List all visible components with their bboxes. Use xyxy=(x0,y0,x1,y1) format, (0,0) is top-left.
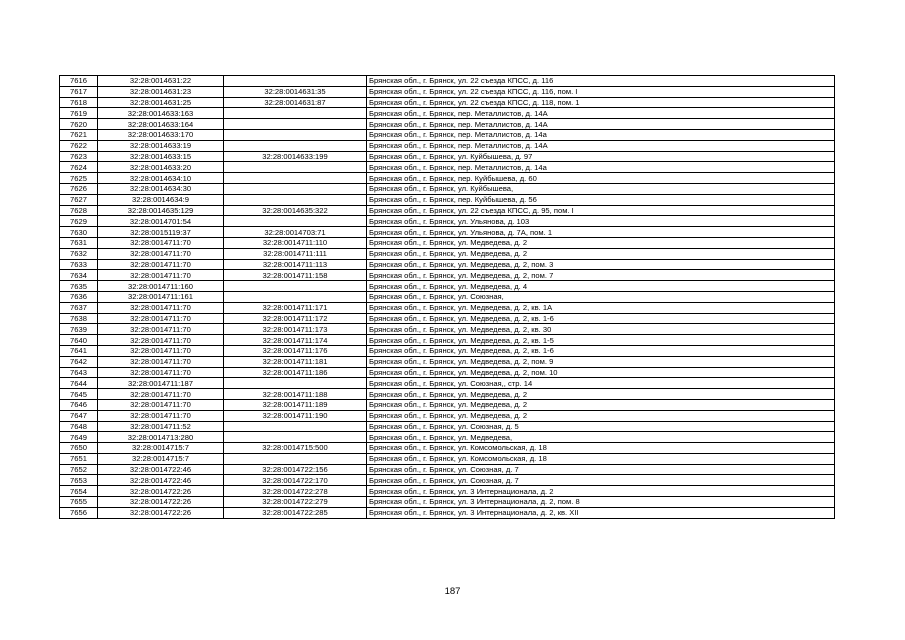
address-cell: Брянская обл., г. Брянск, пер. Металлистов, д. 14А xyxy=(367,119,835,130)
table-row xyxy=(60,183,835,194)
cadastral-number-cell: 32:28:0014633:164 xyxy=(98,119,224,130)
row-number-cell: 7646 xyxy=(60,399,98,410)
table-row xyxy=(60,313,835,324)
row-number-cell: 7627 xyxy=(60,194,98,205)
object-cadastral-number-cell: 32:28:0014631:87 xyxy=(224,97,367,108)
object-cadastral-number-cell xyxy=(224,162,367,173)
cadastral-number-cell: 32:28:0014715:7 xyxy=(98,453,224,464)
address-cell: Брянская обл., г. Брянск, ул. Ульянова, д. 7А, пом. 1 xyxy=(367,227,835,238)
table-row xyxy=(60,237,835,248)
table-row xyxy=(60,486,835,497)
row-number-cell: 7616 xyxy=(60,76,98,87)
table-row xyxy=(60,173,835,184)
row-number-cell: 7655 xyxy=(60,497,98,508)
object-cadastral-number-cell: 32:28:0014711:173 xyxy=(224,324,367,335)
object-cadastral-number-cell: 32:28:0014715:500 xyxy=(224,443,367,454)
row-number-cell: 7630 xyxy=(60,227,98,238)
row-number-cell: 7639 xyxy=(60,324,98,335)
cadastral-number-cell: 32:28:0014633:170 xyxy=(98,129,224,140)
cadastral-number-cell: 32:28:0014722:46 xyxy=(98,475,224,486)
address-cell: Брянская обл., г. Брянск, ул. 22 съезда КПСС, д. 116 xyxy=(367,76,835,87)
table-row xyxy=(60,151,835,162)
object-cadastral-number-cell: 32:28:0014711:186 xyxy=(224,367,367,378)
table-row xyxy=(60,86,835,97)
row-number-cell: 7640 xyxy=(60,335,98,346)
property-table xyxy=(59,75,835,519)
object-cadastral-number-cell xyxy=(224,421,367,432)
row-number-cell: 7623 xyxy=(60,151,98,162)
cadastral-number-cell: 32:28:0014722:26 xyxy=(98,497,224,508)
table-row xyxy=(60,410,835,421)
object-cadastral-number-cell: 32:28:0014703:71 xyxy=(224,227,367,238)
object-cadastral-number-cell: 32:28:0014711:158 xyxy=(224,270,367,281)
row-number-cell: 7643 xyxy=(60,367,98,378)
address-cell: Брянская обл., г. Брянск, ул. Куйбышева, д. 97 xyxy=(367,151,835,162)
object-cadastral-number-cell xyxy=(224,453,367,464)
object-cadastral-number-cell: 32:28:0014711:171 xyxy=(224,302,367,313)
address-cell: Брянская обл., г. Брянск, ул. Союзная, д. 5 xyxy=(367,421,835,432)
object-cadastral-number-cell xyxy=(224,216,367,227)
address-cell: Брянская обл., г. Брянск, ул. Медведева, xyxy=(367,432,835,443)
address-cell: Брянская обл., г. Брянск, ул. 22 съезда КПСС, д. 95, пом. I xyxy=(367,205,835,216)
table-row xyxy=(60,464,835,475)
table-row xyxy=(60,324,835,335)
row-number-cell: 7654 xyxy=(60,486,98,497)
cadastral-number-cell: 32:28:0014631:22 xyxy=(98,76,224,87)
row-number-cell: 7632 xyxy=(60,248,98,259)
object-cadastral-number-cell: 32:28:0014722:279 xyxy=(224,497,367,508)
table-row xyxy=(60,302,835,313)
table-row xyxy=(60,205,835,216)
address-cell: Брянская обл., г. Брянск, ул. Союзная, д. 7 xyxy=(367,464,835,475)
address-cell: Брянская обл., г. Брянск, ул. Медведева, д. 2, кв. 1-6 xyxy=(367,313,835,324)
cadastral-number-cell: 32:28:0014711:70 xyxy=(98,237,224,248)
table-row xyxy=(60,140,835,151)
row-number-cell: 7619 xyxy=(60,108,98,119)
object-cadastral-number-cell xyxy=(224,76,367,87)
table-row xyxy=(60,432,835,443)
object-cadastral-number-cell: 32:28:0014722:278 xyxy=(224,486,367,497)
cadastral-number-cell: 32:28:0014713:280 xyxy=(98,432,224,443)
address-cell: Брянская обл., г. Брянск, пер. Куйбышева, д. 60 xyxy=(367,173,835,184)
object-cadastral-number-cell: 32:28:0014711:111 xyxy=(224,248,367,259)
address-cell: Брянская обл., г. Брянск, пер. Металлистов, д. 14а xyxy=(367,129,835,140)
row-number-cell: 7635 xyxy=(60,281,98,292)
address-cell: Брянская обл., г. Брянск, ул. 22 съезда КПСС, д. 116, пом. I xyxy=(367,86,835,97)
address-cell: Брянская обл., г. Брянск, пер. Куйбышева, д. 56 xyxy=(367,194,835,205)
cadastral-number-cell: 32:28:0014634:9 xyxy=(98,194,224,205)
table-row xyxy=(60,421,835,432)
address-cell: Брянская обл., г. Брянск, ул. Медведева, д. 2, кв. 1-5 xyxy=(367,335,835,346)
object-cadastral-number-cell: 32:28:0014633:199 xyxy=(224,151,367,162)
object-cadastral-number-cell: 32:28:0014711:190 xyxy=(224,410,367,421)
object-cadastral-number-cell: 32:28:0014711:172 xyxy=(224,313,367,324)
row-number-cell: 7618 xyxy=(60,97,98,108)
row-number-cell: 7638 xyxy=(60,313,98,324)
address-cell: Брянская обл., г. Брянск, ул. Медведева, д. 2 xyxy=(367,237,835,248)
row-number-cell: 7653 xyxy=(60,475,98,486)
cadastral-number-cell: 32:28:0014711:70 xyxy=(98,367,224,378)
address-cell: Брянская обл., г. Брянск, ул. Медведева, д. 2, кв. 1А xyxy=(367,302,835,313)
table-row xyxy=(60,291,835,302)
address-cell: Брянская обл., г. Брянск, ул. Медведева, д. 2, пом. 9 xyxy=(367,356,835,367)
table-row xyxy=(60,399,835,410)
address-cell: Брянская обл., г. Брянск, ул. Союзная, д. 7 xyxy=(367,475,835,486)
address-cell: Брянская обл., г. Брянск, ул. 3 Интернационала, д. 2 xyxy=(367,486,835,497)
cadastral-number-cell: 32:28:0014631:23 xyxy=(98,86,224,97)
address-cell: Брянская обл., г. Брянск, ул. Медведева, д. 2 xyxy=(367,248,835,259)
address-cell: Брянская обл., г. Брянск, ул. Союзная,, стр. 14 xyxy=(367,378,835,389)
row-number-cell: 7624 xyxy=(60,162,98,173)
cadastral-number-cell: 32:28:0014633:19 xyxy=(98,140,224,151)
address-cell: Брянская обл., г. Брянск, ул. Комсомольская, д. 18 xyxy=(367,443,835,454)
cadastral-number-cell: 32:28:0014635:129 xyxy=(98,205,224,216)
cadastral-number-cell: 32:28:0014722:26 xyxy=(98,507,224,518)
object-cadastral-number-cell xyxy=(224,119,367,130)
table-row xyxy=(60,389,835,400)
row-number-cell: 7626 xyxy=(60,183,98,194)
cadastral-number-cell: 32:28:0014634:30 xyxy=(98,183,224,194)
row-number-cell: 7622 xyxy=(60,140,98,151)
object-cadastral-number-cell: 32:28:0014722:156 xyxy=(224,464,367,475)
row-number-cell: 7648 xyxy=(60,421,98,432)
address-cell: Брянская обл., г. Брянск, ул. Комсомольская, д. 18 xyxy=(367,453,835,464)
object-cadastral-number-cell: 32:28:0014711:181 xyxy=(224,356,367,367)
cadastral-number-cell: 32:28:0014631:25 xyxy=(98,97,224,108)
cadastral-number-cell: 32:28:0014633:20 xyxy=(98,162,224,173)
table-row xyxy=(60,119,835,130)
table-row xyxy=(60,259,835,270)
object-cadastral-number-cell xyxy=(224,378,367,389)
row-number-cell: 7652 xyxy=(60,464,98,475)
cadastral-number-cell: 32:28:0014711:160 xyxy=(98,281,224,292)
object-cadastral-number-cell: 32:28:0014711:113 xyxy=(224,259,367,270)
cadastral-number-cell: 32:28:0014633:163 xyxy=(98,108,224,119)
table-row xyxy=(60,443,835,454)
cadastral-number-cell: 32:28:0014711:70 xyxy=(98,410,224,421)
row-number-cell: 7649 xyxy=(60,432,98,443)
cadastral-number-cell: 32:28:0014722:46 xyxy=(98,464,224,475)
row-number-cell: 7631 xyxy=(60,237,98,248)
table-row xyxy=(60,129,835,140)
address-cell: Брянская обл., г. Брянск, ул. Медведева, д. 2, пом. 7 xyxy=(367,270,835,281)
address-cell: Брянская обл., г. Брянск, ул. Медведева, д. 2, кв. 30 xyxy=(367,324,835,335)
cadastral-number-cell: 32:28:0014715:7 xyxy=(98,443,224,454)
cadastral-number-cell: 32:28:0014711:70 xyxy=(98,399,224,410)
table-body xyxy=(60,76,835,519)
object-cadastral-number-cell: 32:28:0014722:170 xyxy=(224,475,367,486)
table-row xyxy=(60,216,835,227)
address-cell: Брянская обл., г. Брянск, ул. 3 Интернационала, д. 2, кв. XII xyxy=(367,507,835,518)
table-row xyxy=(60,497,835,508)
object-cadastral-number-cell: 32:28:0014631:35 xyxy=(224,86,367,97)
cadastral-number-cell: 32:28:0014711:70 xyxy=(98,270,224,281)
page-number: 187 xyxy=(444,586,461,597)
table-row xyxy=(60,507,835,518)
address-cell: Брянская обл., г. Брянск, ул. Медведева, д. 4 xyxy=(367,281,835,292)
object-cadastral-number-cell: 32:28:0014711:176 xyxy=(224,345,367,356)
address-cell: Брянская обл., г. Брянск, ул. Медведева, д. 2, пом. 10 xyxy=(367,367,835,378)
object-cadastral-number-cell xyxy=(224,432,367,443)
table-row xyxy=(60,162,835,173)
table-row xyxy=(60,227,835,238)
cadastral-number-cell: 32:28:0014711:70 xyxy=(98,389,224,400)
object-cadastral-number-cell: 32:28:0014711:174 xyxy=(224,335,367,346)
cadastral-number-cell: 32:28:0014711:70 xyxy=(98,302,224,313)
row-number-cell: 7656 xyxy=(60,507,98,518)
object-cadastral-number-cell: 32:28:0014635:322 xyxy=(224,205,367,216)
table-row xyxy=(60,356,835,367)
cadastral-number-cell: 32:28:0014711:70 xyxy=(98,259,224,270)
address-cell: Брянская обл., г. Брянск, ул. Медведева, д. 2, пом. 3 xyxy=(367,259,835,270)
row-number-cell: 7637 xyxy=(60,302,98,313)
cadastral-number-cell: 32:28:0014711:52 xyxy=(98,421,224,432)
row-number-cell: 7625 xyxy=(60,173,98,184)
object-cadastral-number-cell xyxy=(224,129,367,140)
table-row xyxy=(60,97,835,108)
object-cadastral-number-cell: 32:28:0014722:285 xyxy=(224,507,367,518)
table-row xyxy=(60,345,835,356)
cadastral-number-cell: 32:28:0014711:161 xyxy=(98,291,224,302)
address-cell: Брянская обл., г. Брянск, ул. Медведева, д. 2, кв. 1-6 xyxy=(367,345,835,356)
address-cell: Брянская обл., г. Брянск, ул. Медведева, д. 2 xyxy=(367,410,835,421)
table-row xyxy=(60,453,835,464)
table-row xyxy=(60,475,835,486)
row-number-cell: 7647 xyxy=(60,410,98,421)
row-number-cell: 7641 xyxy=(60,345,98,356)
object-cadastral-number-cell xyxy=(224,140,367,151)
row-number-cell: 7633 xyxy=(60,259,98,270)
row-number-cell: 7620 xyxy=(60,119,98,130)
table-row xyxy=(60,108,835,119)
cadastral-number-cell: 32:28:0014711:70 xyxy=(98,248,224,259)
cadastral-number-cell: 32:28:0014701:54 xyxy=(98,216,224,227)
row-number-cell: 7651 xyxy=(60,453,98,464)
cadastral-number-cell: 32:28:0014711:70 xyxy=(98,313,224,324)
address-cell: Брянская обл., г. Брянск, ул. 3 Интернационала, д. 2, пом. 8 xyxy=(367,497,835,508)
cadastral-number-cell: 32:28:0015119:37 xyxy=(98,227,224,238)
row-number-cell: 7629 xyxy=(60,216,98,227)
cadastral-number-cell: 32:28:0014711:187 xyxy=(98,378,224,389)
address-cell: Брянская обл., г. Брянск, ул. Медведева, д. 2 xyxy=(367,389,835,400)
table-row xyxy=(60,281,835,292)
cadastral-number-cell: 32:28:0014634:10 xyxy=(98,173,224,184)
table-row xyxy=(60,248,835,259)
object-cadastral-number-cell: 32:28:0014711:188 xyxy=(224,389,367,400)
cadastral-number-cell: 32:28:0014711:70 xyxy=(98,345,224,356)
row-number-cell: 7644 xyxy=(60,378,98,389)
table-row xyxy=(60,270,835,281)
cadastral-number-cell: 32:28:0014711:70 xyxy=(98,356,224,367)
object-cadastral-number-cell xyxy=(224,183,367,194)
address-cell: Брянская обл., г. Брянск, пер. Металлистов, д. 14А xyxy=(367,140,835,151)
row-number-cell: 7628 xyxy=(60,205,98,216)
table-row xyxy=(60,335,835,346)
table-row xyxy=(60,378,835,389)
row-number-cell: 7645 xyxy=(60,389,98,400)
cadastral-number-cell: 32:28:0014711:70 xyxy=(98,324,224,335)
address-cell: Брянская обл., г. Брянск, ул. Куйбышева, xyxy=(367,183,835,194)
row-number-cell: 7642 xyxy=(60,356,98,367)
address-cell: Брянская обл., г. Брянск, пер. Металлистов, д. 14А xyxy=(367,108,835,119)
object-cadastral-number-cell xyxy=(224,173,367,184)
cadastral-number-cell: 32:28:0014711:70 xyxy=(98,335,224,346)
object-cadastral-number-cell: 32:28:0014711:189 xyxy=(224,399,367,410)
address-cell: Брянская обл., г. Брянск, ул. Медведева, д. 2 xyxy=(367,399,835,410)
address-cell: Брянская обл., г. Брянск, пер. Металлистов, д. 14а xyxy=(367,162,835,173)
row-number-cell: 7621 xyxy=(60,129,98,140)
row-number-cell: 7636 xyxy=(60,291,98,302)
address-cell: Брянская обл., г. Брянск, ул. Ульянова, д. 103 xyxy=(367,216,835,227)
object-cadastral-number-cell xyxy=(224,281,367,292)
object-cadastral-number-cell xyxy=(224,194,367,205)
object-cadastral-number-cell: 32:28:0014711:110 xyxy=(224,237,367,248)
cadastral-number-cell: 32:28:0014722:26 xyxy=(98,486,224,497)
row-number-cell: 7617 xyxy=(60,86,98,97)
address-cell: Брянская обл., г. Брянск, ул. Союзная, xyxy=(367,291,835,302)
row-number-cell: 7634 xyxy=(60,270,98,281)
cadastral-number-cell: 32:28:0014633:15 xyxy=(98,151,224,162)
table-row xyxy=(60,367,835,378)
address-cell: Брянская обл., г. Брянск, ул. 22 съезда КПСС, д. 118, пом. 1 xyxy=(367,97,835,108)
object-cadastral-number-cell xyxy=(224,108,367,119)
table-row xyxy=(60,76,835,87)
row-number-cell: 7650 xyxy=(60,443,98,454)
object-cadastral-number-cell xyxy=(224,291,367,302)
table-row xyxy=(60,194,835,205)
